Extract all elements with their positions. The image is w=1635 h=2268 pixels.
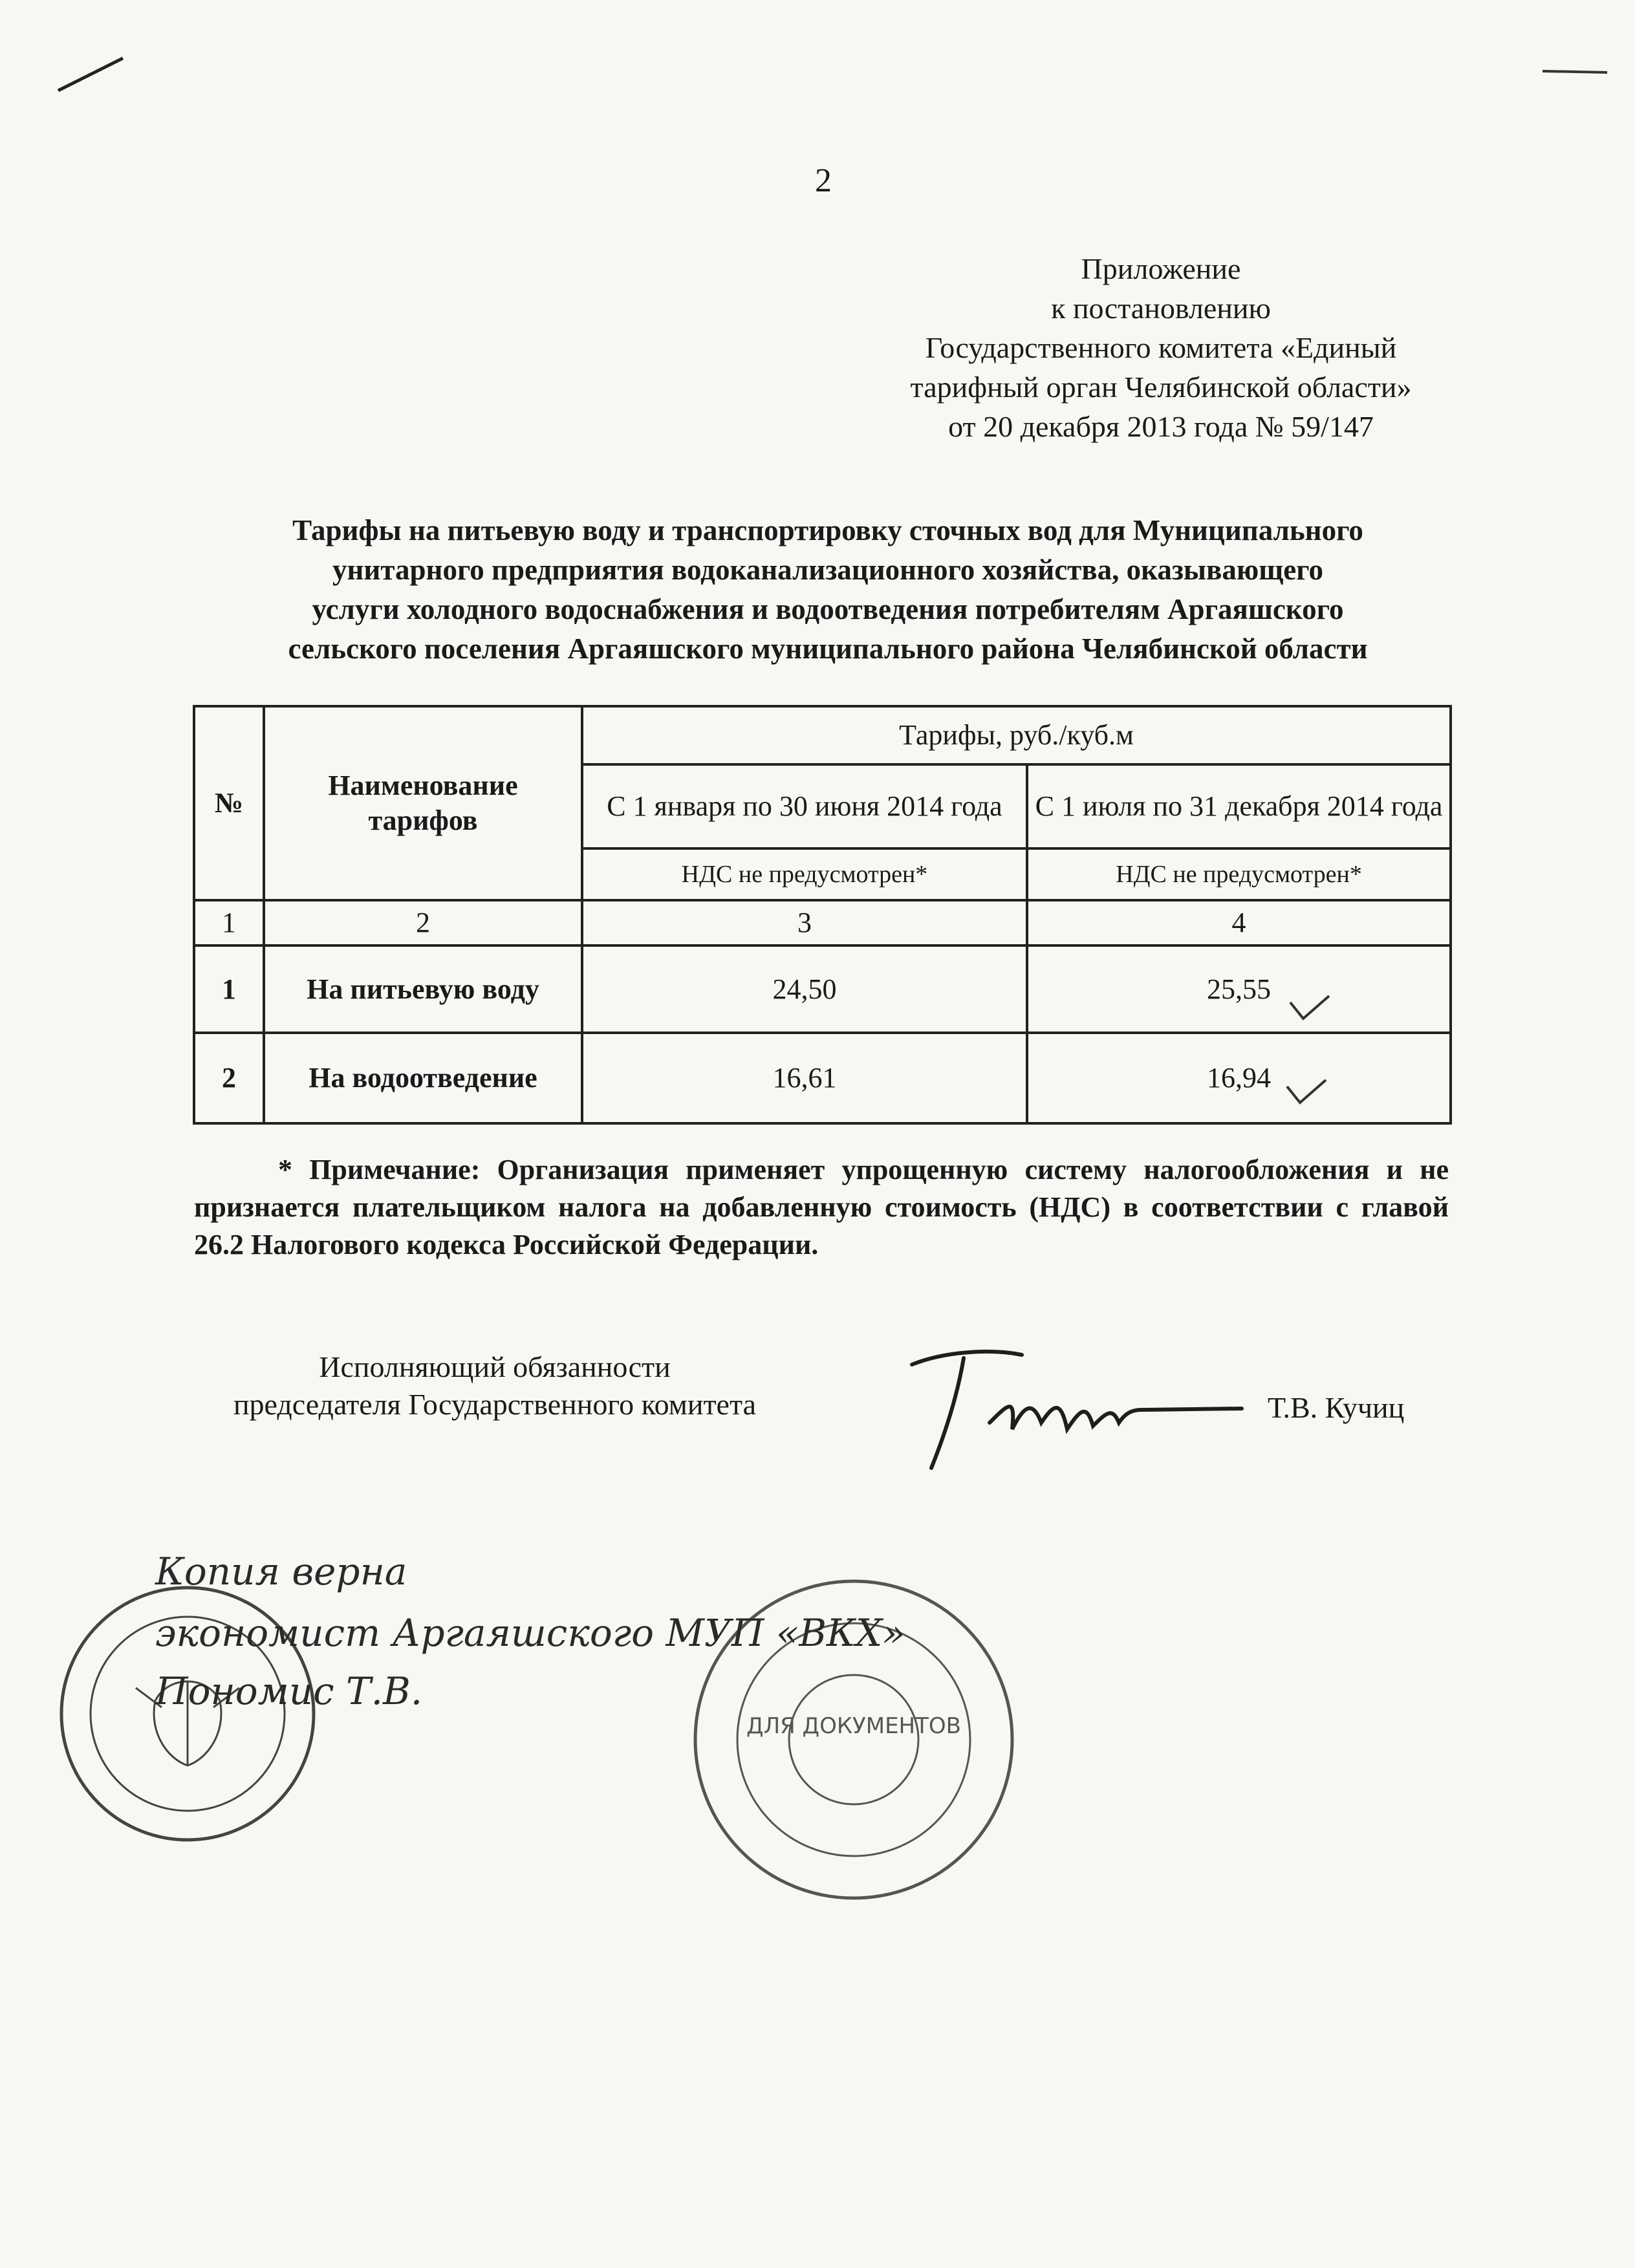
title-line: унитарного предприятия водоканализационного хозяйства, оказывающего — [332, 554, 1323, 586]
row-value-period-2: 16,94 — [1027, 1033, 1451, 1123]
header-vat-2: НДС не предусмотрен* — [1027, 848, 1451, 900]
index-cell: 1 — [194, 900, 264, 945]
row-value-period-1: 16,61 — [582, 1033, 1027, 1123]
signer-position-line: председателя Государственного комитета — [233, 1388, 757, 1421]
title-line: сельского поселения Аргаяшского муниципального района Челябинской области — [288, 632, 1368, 665]
seal-center-text: ДЛЯ ДОКУМЕНТОВ — [746, 1713, 961, 1739]
row-name: На водоотведение — [264, 1033, 582, 1123]
header-vat-1: НДС не предусмотрен* — [582, 848, 1027, 900]
scan-mark-top-right — [1539, 65, 1610, 78]
index-cell: 2 — [264, 900, 582, 945]
appendix-line: от 20 декабря 2013 года № 59/147 — [948, 410, 1374, 443]
row-name: На питьевую воду — [264, 945, 582, 1033]
index-cell: 3 — [582, 900, 1027, 945]
table-row — [194, 1033, 1451, 1123]
appendix-line: тарифный орган Челябинской области» — [910, 371, 1412, 404]
page-number: 2 — [815, 162, 832, 199]
signer-position — [194, 1348, 796, 1423]
appendix-line: Приложение — [1081, 252, 1241, 285]
signer-position-line: Исполняющий обязанности — [319, 1350, 671, 1383]
tariff-table — [193, 705, 1452, 1125]
row-num: 1 — [194, 945, 264, 1033]
handwritten-line: Копия верна — [155, 1552, 407, 1593]
check-mark-icon — [1284, 1077, 1329, 1106]
table-row — [194, 945, 1451, 1033]
index-cell: 4 — [1027, 900, 1451, 945]
header-tariffs: Тарифы, руб./куб.м — [582, 706, 1451, 764]
signer-name: Т.В. Кучиц — [1268, 1391, 1405, 1424]
scan-mark-top-left — [52, 52, 129, 97]
handwritten-copy-note — [129, 1552, 905, 1746]
appendix-block — [854, 249, 1468, 446]
row-value-period-1: 24,50 — [582, 945, 1027, 1033]
footnote-text: * Примечание: Организация применяет упрощенную систему налогообложения и не признается плательщиком налога на добавленную стоимость (НДС) в соответствии с главой 26.2 Налогового кодекса Российской Федерации. — [194, 1154, 1449, 1260]
signature-icon — [893, 1326, 1255, 1481]
document-title — [194, 511, 1462, 669]
header-num: № — [194, 706, 264, 900]
handwritten-line: экономист Аргаяшского МУП «ВКХ» — [155, 1611, 905, 1655]
appendix-line: к постановлению — [1051, 292, 1271, 325]
row-num: 2 — [194, 1033, 264, 1123]
footnote — [194, 1151, 1449, 1264]
check-mark-icon — [1287, 993, 1332, 1022]
title-line: услуги холодного водоснабжения и водоотведения потребителям Аргаяшского — [312, 593, 1344, 625]
header-name: Наименование тарифов — [264, 706, 582, 900]
header-period-1: С 1 января по 30 июня 2014 года — [582, 764, 1027, 848]
appendix-line: Государственного комитета «Единый — [925, 331, 1397, 364]
handwritten-line: Пономис Т.В. — [155, 1669, 423, 1713]
header-period-2: С 1 июля по 31 декабря 2014 года — [1027, 764, 1451, 848]
row-value-period-2: 25,55 — [1027, 945, 1451, 1033]
title-line: Тарифы на питьевую воду и транспортировку сточных вод для Муниципального — [292, 514, 1363, 546]
